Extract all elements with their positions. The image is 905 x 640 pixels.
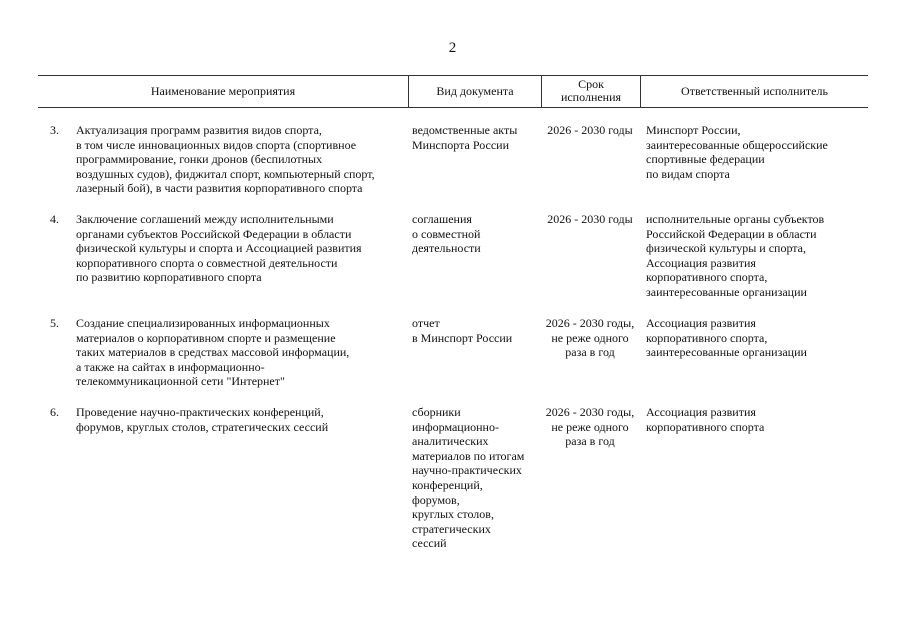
responsible-executor: Минспорт России, заинтересованные общероссийские спортивные федерации по видам спорта (646, 123, 828, 181)
event-name: Создание специализированных информационных материалов о корпоративном спорте и размещение таких материалов в средствах массовой информации, а также на сайтах в информационно- телекоммуникационной сети "Интернет" (76, 316, 350, 389)
responsible-executor: Ассоциация развития корпоративного спорта (646, 405, 765, 434)
execution-term: 2026 - 2030 годы (547, 212, 633, 226)
row-number: 3. (50, 123, 59, 137)
document-type: отчет в Минспорт России (412, 316, 513, 345)
row-number: 5. (50, 316, 59, 330)
row-number: 6. (50, 405, 59, 419)
event-name: Заключение соглашений между исполнительными органами субъектов Российской Федерации в области физической культуры и спорта и Ассоциацией развития корпоративного спорта о совместной деятельности по развитию корпоративного спорта (76, 212, 362, 285)
document-type: ведомственные акты Минспорта России (412, 123, 518, 152)
responsible-executor: исполнительные органы субъектов Российской Федерации в области физической культуры и спорта, Ассоциация развития корпоративного спорта, заинтересованные организации (646, 212, 825, 299)
responsible-executor: Ассоциация развития корпоративного спорта, заинтересованные организации (646, 316, 807, 360)
page-number: 2 (448, 40, 457, 56)
execution-term: 2026 - 2030 годы (547, 123, 633, 137)
document-type: соглашения о совместной деятельности (412, 212, 481, 256)
document-type: сборники информационно- аналитических материалов по итогам научно-практических конференций, форумов, круглых столов, стратегических сессий (412, 405, 525, 551)
header-responsible: Ответственный исполнитель (681, 83, 828, 98)
event-name: Актуализация программ развития видов спорта, в том числе инновационных видов спорта (спортивное программирование, гонки дронов (беспилотных воздушных судов), фиджитал спорт, компьютерный спорт, лазерный бой), в части развития корпоративного спорта (76, 123, 375, 196)
execution-term: 2026 - 2030 годы, не реже одного раза в год (545, 405, 635, 449)
header-term: Срок исполнения (560, 77, 622, 104)
row-number: 4. (50, 212, 59, 226)
header-name: Наименование мероприятия (150, 83, 296, 98)
event-name: Проведение научно-практических конференций, форумов, круглых столов, стратегических сессий (76, 405, 329, 434)
table-header-rule (38, 107, 868, 108)
header-doc-type: Вид документа (436, 83, 514, 98)
execution-term: 2026 - 2030 годы, не реже одного раза в год (545, 316, 635, 360)
